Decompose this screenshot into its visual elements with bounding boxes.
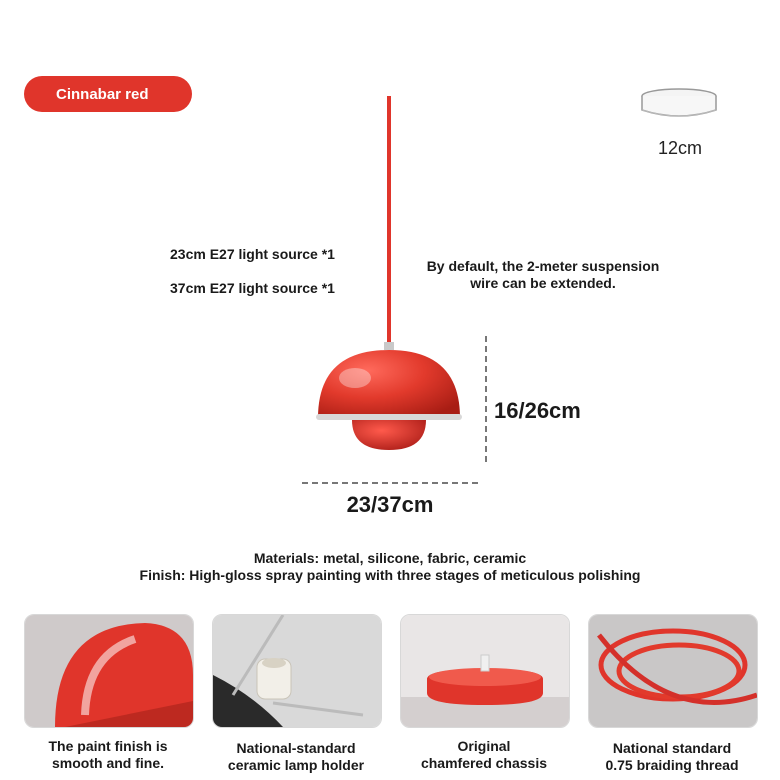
feature-image-chassis <box>400 614 570 728</box>
base-size-label: 12cm <box>657 138 702 158</box>
feature-caption-paint-finish: The paint finish is smooth and fine. <box>48 738 168 771</box>
finish-text: Finish: High-gloss spray painting with three stages of meticulous polishing <box>139 567 641 583</box>
ceiling-base-icon <box>638 86 720 126</box>
feature-image-lamp-holder <box>212 614 382 728</box>
light-source-line-1: 23cm E27 light source *1 <box>170 246 335 262</box>
light-source-line-2: 37cm E27 light source *1 <box>170 280 335 296</box>
width-dimension-line <box>302 482 478 484</box>
pendant-lamp-image <box>300 96 480 456</box>
suspension-note-line-2: wire can be extended. <box>470 275 616 291</box>
feature-image-braiding-thread <box>588 614 758 728</box>
height-dimension-line <box>485 336 487 462</box>
width-dimension-label: 23/37cm <box>346 492 434 517</box>
feature-caption-braiding-thread: National standard 0.75 braiding thread <box>605 740 739 773</box>
materials-text: Materials: metal, silicone, fabric, ceramic <box>253 550 527 566</box>
suspension-note-line-1: By default, the 2-meter suspension <box>426 258 660 274</box>
feature-caption-lamp-holder: National-standard ceramic lamp holder <box>227 740 365 773</box>
height-dimension-label: 16/26cm <box>494 398 581 423</box>
feature-caption-chassis: Original chamfered chassis <box>420 738 548 771</box>
feature-image-paint-finish <box>24 614 194 728</box>
color-option-badge[interactable] <box>24 76 192 112</box>
color-option-label: Cinnabar red <box>56 85 149 103</box>
